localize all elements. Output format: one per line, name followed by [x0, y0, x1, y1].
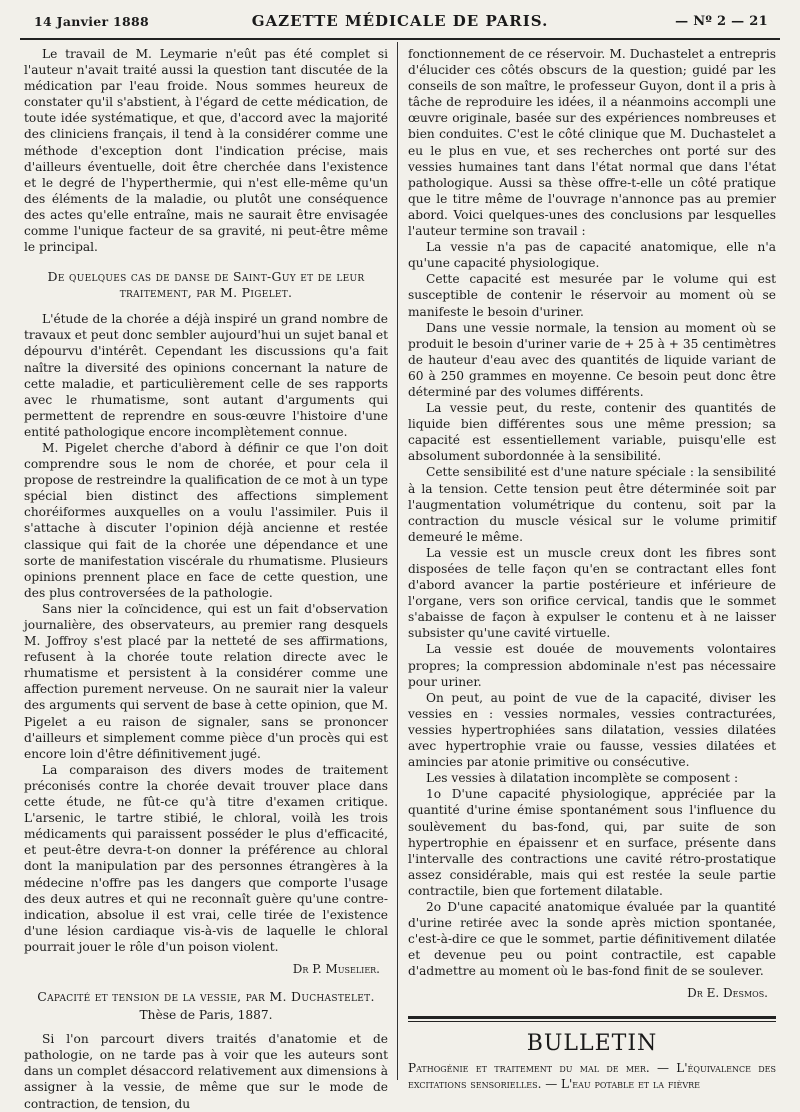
journal-title: GAZETTE MÉDICALE DE PARIS. [251, 12, 549, 30]
column-divider [397, 42, 398, 1080]
paragraph: Dans une vessie normale, la tension au moment où se produit le besoin d'uriner varie de + 25 à + 35 centimètres de hauteur d'eau avec des quantités de liquide variant de 60 à 250 grammes en moyenne. Ce besoin peut donc être déterminé par des volumes différents. [408, 320, 776, 399]
signature-desmos: Dr E. Desmos. [687, 986, 768, 1001]
article-heading-vessie [24, 989, 388, 1005]
paragraph: La comparaison des divers modes de traitement préconisés contre la chorée devait trouver place dans cette étude, ne fût-ce qu'à titre d'examen critique. L'arsenic, le tartre stibié, le chloral, voilà les trois médicaments qui paraissent posséder le plus d'efficacité, et peut-être devra-t-on donner la préférence au chloral dont la manipulation par des personnes étrangères à la médecine n'offre pas les dangers que comporte l'usage des deux autres et qui ne reconnaît guère qu'une contre-indication, absolue il est vrai, celle tirée de l'existence d'une lésion cardiaque vis-à-vis de laquelle le chloral pourrait jouer le rôle d'un poison violent. [24, 762, 388, 954]
paragraph: 2o D'une capacité anatomique évaluée par la quantité d'urine retirée avec la sonde après miction spontanée, c'est-à-dire ce que le sommet, partie définitivement dilatée et devenue peu ou point contractile, est capable d'admettre au moment où le bas-fond finit de se soulever. [408, 899, 776, 979]
bulletin-summary: Pathogénie et traitement du mal de mer. — L'équivalence des excitations sensorielles. — L'eau potable et la fièvre [408, 1060, 776, 1091]
running-head [26, 12, 774, 36]
article-subheading: Thèse de Paris, 1887. [139, 1008, 273, 1023]
paragraph: La vessie peut, du reste, contenir des quantités de liquide bien différentes sous une même pression; sa capacité est essentiellement variable, puisqu'elle est absolument subordonnée à la sensibilité. [408, 401, 776, 464]
paragraph: 1o D'une capacité physiologique, appréciée par la quantité d'urine émise spontanément sous l'influence du soulèvement du bas-fond, qui, par suite de son hypertrophie en épaissenr et en surface, présente dans l'intervalle des contractions une cavité rétro-prostatique assez considérable, mais qui est restée la seule partie contractile, bien que fortement dilatable. [408, 787, 776, 898]
paragraph: Sans nier la coïncidence, qui est un fait d'observation journalière, des observateurs, au premier rang desquels M. Joffroy s'est placé par la netteté de ses affirmations, refusent à la chorée toute relation directe avec le rhumatisme et persistent à la considérer comme une affection purement nerveuse. On ne saurait nier la valeur des arguments qui servent de base à cette opinion, que M. Pigelet a eu raison de signaler, sans se prononcer d'ailleurs et simplement comme pièce d'un procès qui est encore loin d'être définitivement jugé. [24, 601, 388, 761]
article-heading-choree [24, 269, 388, 301]
bulletin-rule [408, 1016, 776, 1019]
paragraph: Le travail de M. Leymarie n'eût pas été complet si l'auteur n'avait traité aussi la question tant discutée de la médication par l'eau froide. Nous sommes heureux de constater qu'il s'abstient, à l'égard de cette médication, de toute idée systématique, et que, d'accord avec la majorité des cliniciens français, il tend à la considérer comme une méthode d'exception dont l'indication précise, mais d'ailleurs éventuelle, doit être cherchée dans l'existence et le degré de l'hyperthermie, qui n'est elle-même qu'un des éléments de la maladie, ou plutôt une conséquence des actes qu'elle entraîne, mais ne saurait être envisagée comme l'unique facteur de sa gravité, ni peut-être même le principal. [24, 47, 388, 255]
paragraph: Cette capacité est mesurée par le volume qui est susceptible de contenir le réservoir au moment où se manifeste le besoin d'uriner. [408, 272, 776, 319]
paragraph: M. Pigelet cherche d'abord à définir ce que l'on doit comprendre sous le nom de chorée, et pour cela il propose de restreindre la qualification de ce mot à un type spécial bien distinct des affections simplement choréiformes auxquelles on a voulu l'assimiler. Puis il s'attache à discuter l'opinion déjà ancienne et restée classique qui fait de la chorée une dépendance et une sorte de manifestation viscérale du rhumatisme. Plusieurs opinions prennent place en face de cette question, une des plus controversées de la pathologie. [24, 440, 388, 600]
issue-date: 14 Janvier 1888 [34, 14, 150, 29]
paragraph: Si l'on parcourt divers traités d'anatomie et de pathologie, on ne tarde pas à voir que les auteurs sont dans un complet désaccord relativement aux dimensions à assigner à la vessie, de même que sur le mode de contraction, de tension, du [24, 1032, 388, 1111]
paragraph: On peut, au point de vue de la capacité, diviser les vessies en : vessies normales, vessies contracturées, vessies hypertrophiées sans dilatation, vessies dilatées avec hypertrophie vraie ou fausse, vessies dilatées et amincies par atonie primitive ou consécutive. [408, 690, 776, 770]
paragraph: L'étude de la chorée a déjà inspiré un grand nombre de travaux et peut donc sembler aujourd'hui un sujet banal et dépourvu d'intérêt. Cependant les discussions qu'a fait naître la diversité des opinions concernant la nature de cette maladie, et particulièrement celle de ses rapports avec le rhumatisme, sont autant d'arguments qui permettent de reprendre en sous-œuvre l'histoire d'une entité pathologique encore incomplètement connue. [24, 312, 388, 439]
heading-line: De quelques cas de danse de Saint-Guy et de leur [47, 269, 365, 285]
bulletin-rule [408, 1021, 776, 1022]
paragraph: Les vessies à dilatation incomplète se composent : [426, 771, 739, 786]
heading-line: Capacité et tension de la vessie, par M. Duchastelet. [37, 989, 375, 1005]
heading-line: traitement, par M. Pigelet. [119, 285, 293, 301]
left-column [24, 46, 388, 1112]
paragraph: fonctionnement de ce réservoir. M. Duchastelet a entrepris d'élucider ces côtés obscurs de la question; guidé par les conseils de son maître, le professeur Guyon, dont il a pris à tâche de reproduire les idées, il a néanmoins accompli une œuvre originale, basée sur des expériences nombreuses et bien conduites. C'est le côté clinique que M. Duchastelet a eu le plus en vue, et ses recherches ont porté sur des vessies humaines tant dans l'état normal que dans l'état pathologique. Aussi sa thèse offre-t-elle un côté pratique que le titre même de l'ouvrage n'annonce pas au premier abord. Voici quelques-unes des conclusions par lesquelles l'auteur termine son travail : [408, 47, 776, 239]
signature-muselier: Dr P. Muselier. [292, 961, 380, 976]
bulletin-title: BULLETIN [526, 1030, 658, 1056]
right-column [408, 46, 776, 1092]
paragraph: La vessie est douée de mouvements volontaires propres; la compression abdominale n'est pas nécessaire pour uriner. [408, 642, 776, 689]
header-rule [20, 38, 780, 40]
paragraph: La vessie est un muscle creux dont les fibres sont disposées de telle façon qu'en se contractant elles font d'abord avancer la partie postérieure et inférieure de l'organe, vers son orifice cervical, tandis que le sommet s'abaisse de façon à expulser le contenu et à ne laisser subsister qu'une cavité virtuelle. [408, 545, 776, 641]
paragraph: Cette sensibilité est d'une nature spéciale : la sensibilité à la tension. Cette tension peut être déterminée soit par l'augmentation volumétrique du contenu, soit par la contraction du muscle vésical sur le volume primitif demeuré le même. [408, 465, 776, 544]
paragraph: La vessie n'a pas de capacité anatomique, elle n'a qu'une capacité physiologique. [408, 240, 776, 271]
page-number: — Nº 2 — 21 [675, 14, 768, 29]
